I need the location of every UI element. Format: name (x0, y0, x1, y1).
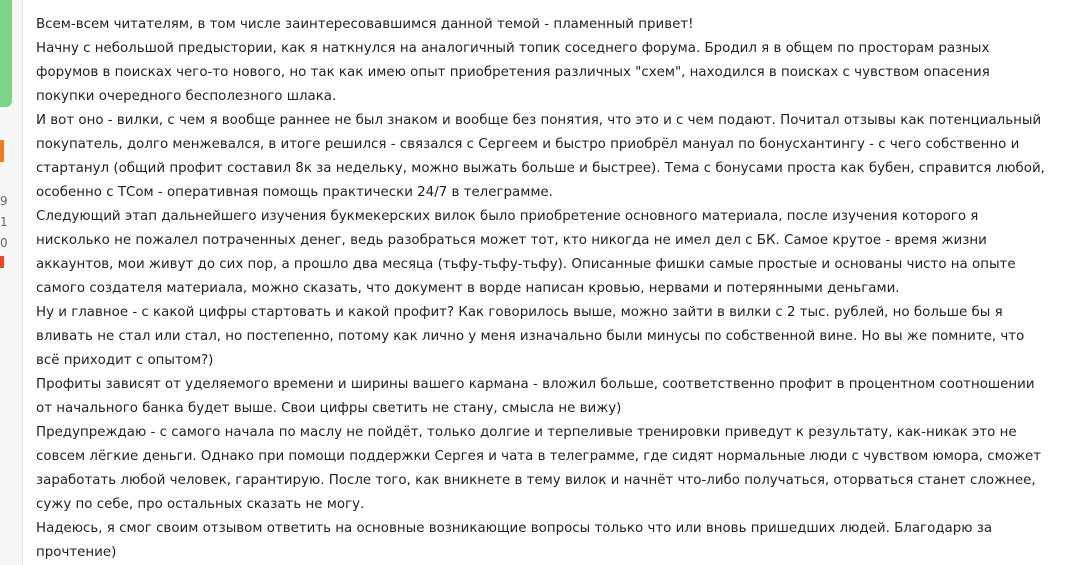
rank-badge-edge (0, 140, 4, 162)
post-paragraph: Надеюсь, я смог своим отзывом ответить на основные возникающие вопросы только что или вновь пришедших людей. Благодарю за прочтение) (36, 521, 993, 560)
status-badge-edge (0, 256, 4, 268)
post-paragraph: Ну и главное - с какой цифры стартовать и какой профит? Как говорилось выше, можно зайти в вилки с 2 тыс. рублей, но больше бы я вливать не стал или стал, но постепенно, потому как лично у меня изначально были минусы по собственной вине. Но вы же помните, что всё приходит с опытом?) (36, 305, 1025, 368)
post-message (36, 13, 1046, 565)
post-paragraph: Профиты зависят от уделяемого времени и ширины вашего кармана - вложил больше, соответственно профит в процентном соотношении от начального банка будет выше. Свои цифры светить не стану, смысла не вижу) (36, 377, 1035, 416)
user-sidebar-edge (0, 0, 22, 565)
user-stat-digit: 9 (0, 194, 8, 208)
user-avatar-edge[interactable] (0, 0, 12, 107)
post-body (22, 0, 1067, 565)
user-stat-digit: 1 (0, 215, 8, 229)
post-paragraph: И вот оно - вилки, с чем я вообще раннее не был знаком и вообще без понятия, что это и с чем подают. Почитал отзывы как потенциальный покупатель, долго менжевался, в итоге решился - связался с Сергеем и быстро приобрёл мануал по бонусхантингу - с чего собственно и стартанул (общий профит составил 8к за недельку, можно выжать больше и быстрее). Тема с бонусами проста как бубен, справится любой, особенно с ТСом - оперативная помощь практически 24/7 в телеграмме. (36, 113, 1045, 200)
user-stat-digit: 0 (0, 236, 8, 250)
post-paragraph: Всем-всем читателям, в том числе заинтересовавшимся данной темой - пламенный привет! (36, 17, 694, 32)
post-paragraph: Следующий этап дальнейшего изучения букмекерских вилок было приобретение основного материала, после изучения которого я нисколько не пожалел потраченных денег, ведь разобраться может тот, кто никогда не имел дел с БК. Самое крутое - время жизни аккаунтов, мои живут до сих пор, а прошло два месяца (тьфу-тьфу-тьфу). Описанные фишки самые простые и основаны чисто на опыте самого создателя материала, можно сказать, что документ в ворде написан кровью, нервами и потерянными деньгами. (36, 209, 1016, 296)
post-paragraph: Предупреждаю - с самого начала по маслу не пойдёт, только долгие и терпеливые тренировки приведут к результату, как-никак это не совсем лёгкие деньги. Однако при помощи поддержки Сергея и чата в телеграмме, где сидят нормальные люди с чувством юмора, сможет заработать любой человек, гарантирую. После того, как вникнете в тему вилок и начнёт что-либо получаться, оторваться станет сложнее, сужу по себе, про остальных сказать не могу. (36, 425, 1042, 512)
post-paragraph: Начну с небольшой предыстории, как я наткнулся на аналогичный топик соседнего форума. Бродил я в общем по просторам разных форумов в поисках чего-то нового, но так как имею опыт приобретения различных "схем", находился в поисках с чувством опасения покупки очередного бесполезного шлака. (36, 41, 990, 104)
